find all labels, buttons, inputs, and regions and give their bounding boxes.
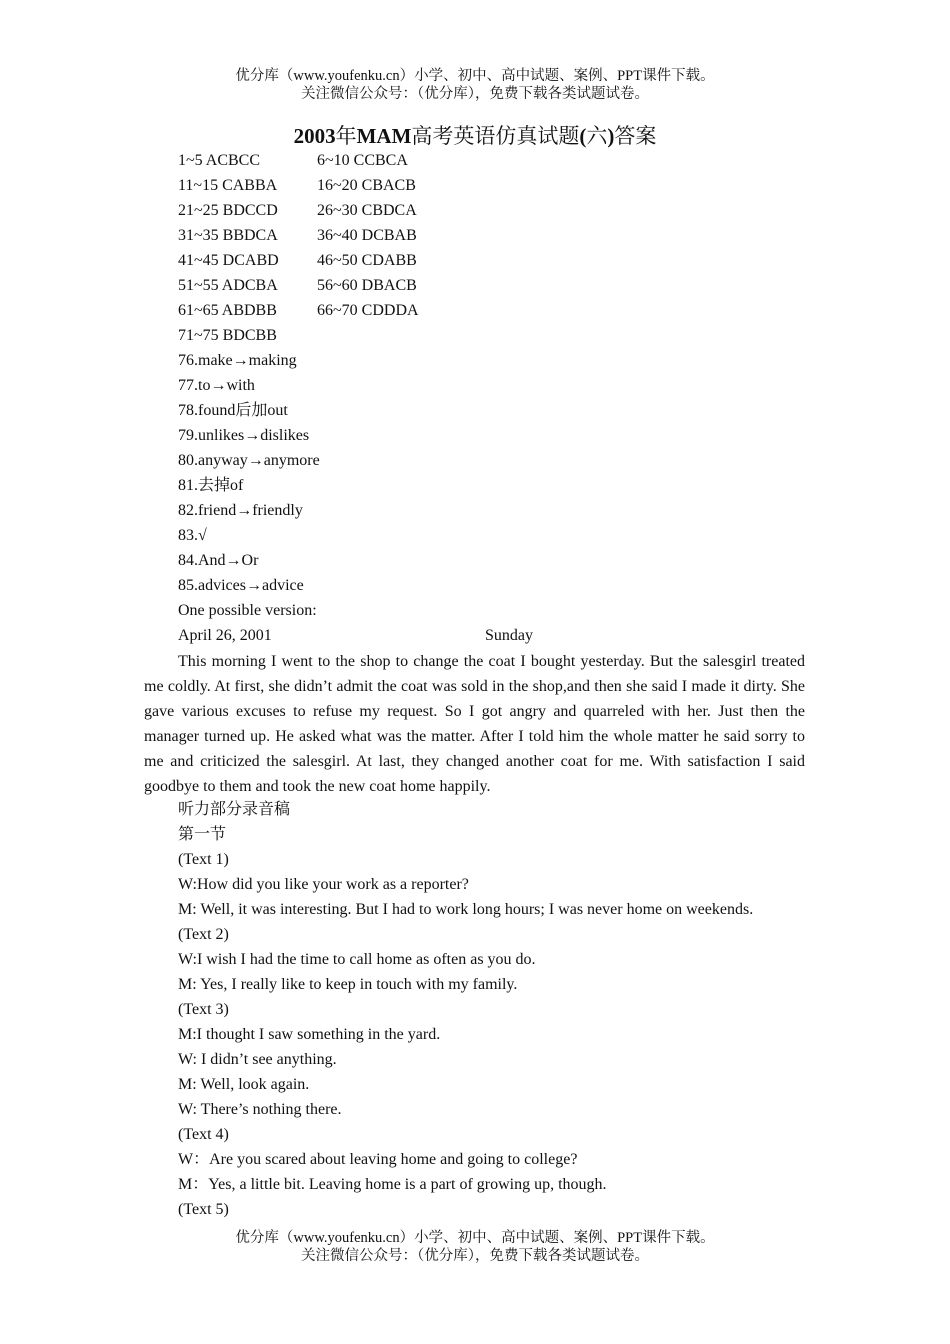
correction-item: 81.去掉of	[178, 477, 244, 494]
answer-cell: 61~65 ABDBB	[178, 302, 277, 319]
answer-row	[178, 226, 417, 246]
answer-row	[178, 301, 419, 321]
answer-cell: 6~10 CCBCA	[317, 152, 408, 169]
answer-cell: 51~55 ADCBA	[178, 277, 278, 294]
transcript-line: M: Well, look again.	[178, 1076, 310, 1093]
correction-item: 79.unlikes→dislikes	[178, 427, 310, 444]
writing-date-line	[178, 626, 533, 646]
answer-cell: 31~35 BBDCA	[178, 227, 278, 244]
transcript-line: W：Are you scared about leaving home and going to college?	[178, 1151, 578, 1168]
answer-cell: 26~30 CBDCA	[317, 202, 417, 219]
correction-item: 82.friend→friendly	[178, 502, 303, 519]
title-six: 六	[586, 124, 608, 148]
answer-cell: 1~5 ACBCC	[178, 152, 261, 169]
transcript-line: M: Well, it was interesting. But I had to work long hours; I was never home on weekends.	[178, 901, 754, 918]
transcript-line: (Text 2)	[178, 926, 229, 943]
page-header	[0, 67, 950, 103]
title-part1: 年	[335, 124, 357, 148]
page-footer	[0, 1229, 950, 1265]
answer-cell: 66~70 CDDDA	[317, 302, 419, 319]
answer-cell: 56~60 DBACB	[317, 277, 417, 294]
footer-line-2: 关注微信公众号：（优分库），免费下载各类试题试卷。	[301, 1248, 649, 1264]
writing-weekday: Sunday	[485, 627, 533, 644]
answer-row	[178, 201, 417, 221]
answer-cell: 41~45 DCABD	[178, 252, 279, 269]
transcript-line: W: I didn’t see anything.	[178, 1051, 337, 1068]
writing-date: April 26, 2001	[178, 627, 272, 644]
answer-row	[178, 251, 417, 271]
correction-item: 80.anyway→anymore	[178, 452, 320, 469]
writing-body: This morning I went to the shop to change the coat I bought yesterday. But the salesgirl treated me coldly. At first, she didn’t admit the coat was sold in the shop,and then she said I made it dirty. She gave various excuses to refuse my request. So I got angry and quarreled with her. Just then the manager turned up. He asked what was the matter. After I told him the whole matter he said sorry to me and criticized the salesgirl. At last, they changed another coat for me. With satisfaction I said goodbye to them and took the new coat home happily.	[144, 653, 805, 795]
title-part2: 高考英语仿真试题	[411, 124, 580, 148]
transcript-line: M：Yes, a little bit. Leaving home is a part of growing up, though.	[178, 1176, 607, 1193]
correction-item: 78.found后加out	[178, 402, 288, 419]
answer-cell: 71~75 BDCBB	[178, 327, 277, 344]
transcript-line: W: There’s nothing there.	[178, 1101, 342, 1118]
document-title	[0, 122, 950, 150]
transcript-line: W:How did you like your work as a reporter?	[178, 876, 469, 893]
answer-cell: 46~50 CDABB	[317, 252, 417, 269]
transcript-line: W:I wish I had the time to call home as often as you do.	[178, 951, 536, 968]
transcript-line: (Text 5)	[178, 1201, 229, 1218]
correction-item: 76.make→making	[178, 352, 297, 369]
title-paren-close: )	[607, 124, 615, 148]
title-mam: MAM	[356, 124, 412, 148]
answer-row	[178, 151, 408, 171]
footer-line-1: 优分库（www.youfenku.cn）小学、初中、高中试题、案例、PPT课件下载。	[235, 1230, 715, 1246]
answer-cell: 36~40 DCBAB	[317, 227, 417, 244]
transcript-line: (Text 4)	[178, 1126, 229, 1143]
transcript-line: M: Yes, I really like to keep in touch with my family.	[178, 976, 518, 993]
answer-row	[178, 276, 417, 296]
answer-row	[178, 326, 277, 346]
answer-cell: 11~15 CABBA	[178, 177, 278, 194]
listening-heading: 听力部分录音稿	[178, 801, 291, 818]
answer-cell: 16~20 CBACB	[317, 177, 416, 194]
writing-intro: One possible version:	[178, 602, 317, 619]
header-line-1: 优分库（www.youfenku.cn）小学、初中、高中试题、案例、PPT课件下载。	[235, 68, 715, 84]
answer-row	[178, 176, 416, 196]
header-line-2: 关注微信公众号：（优分库），免费下载各类试题试卷。	[301, 86, 649, 102]
title-paren-open: (	[579, 124, 587, 148]
correction-item: 84.And→Or	[178, 552, 259, 569]
listening-section: 第一节	[178, 826, 227, 843]
correction-item: 85.advices→advice	[178, 577, 304, 594]
correction-item: 77.to→with	[178, 377, 255, 394]
transcript-line: (Text 1)	[178, 851, 229, 868]
correction-item: 83.√	[178, 527, 207, 544]
title-part3: 答案	[614, 124, 657, 148]
answer-cell: 21~25 BDCCD	[178, 202, 278, 219]
transcript-line: (Text 3)	[178, 1001, 229, 1018]
title-year: 2003	[293, 124, 336, 148]
transcript-line: M:I thought I saw something in the yard.	[178, 1026, 441, 1043]
